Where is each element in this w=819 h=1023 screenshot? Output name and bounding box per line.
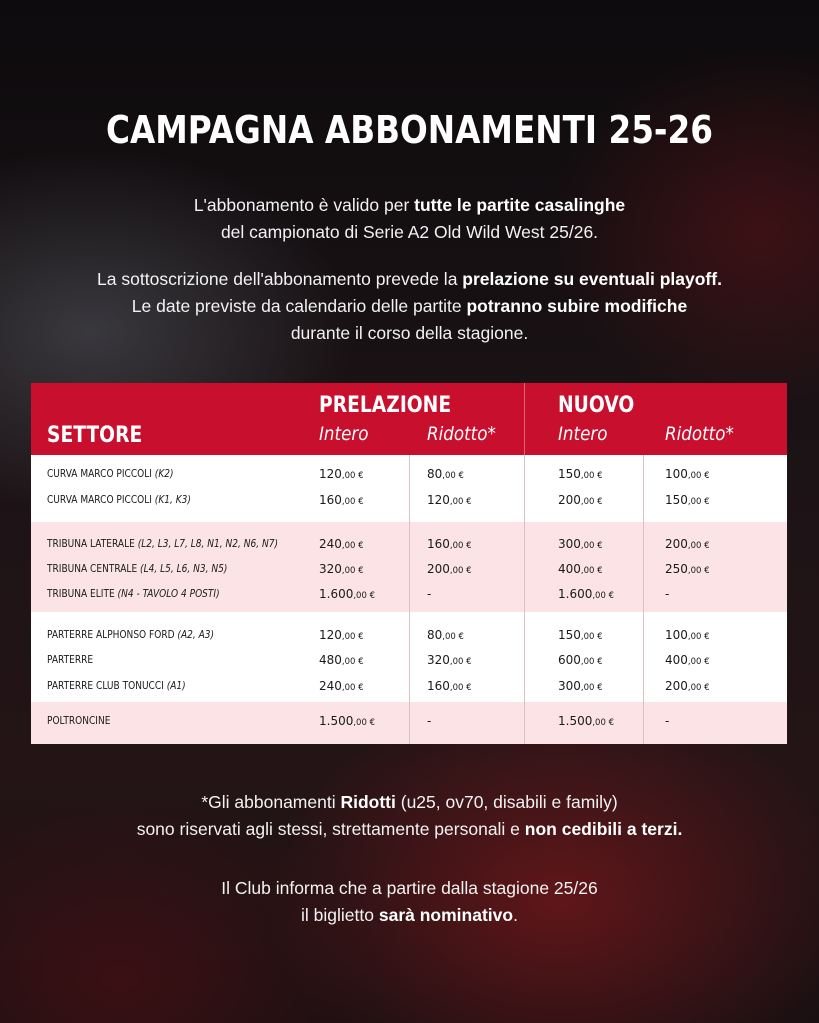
price-cell bbox=[319, 488, 364, 514]
price-cell bbox=[319, 557, 364, 583]
price-currency: ,00 € bbox=[442, 471, 464, 481]
price-amount: 120 bbox=[427, 493, 450, 507]
header-divider bbox=[524, 383, 525, 455]
price-currency: ,00 € bbox=[592, 718, 614, 728]
price-currency: ,00 € bbox=[687, 497, 710, 507]
sector-label: PARTERRE ALPHONSO FORD bbox=[47, 629, 178, 641]
price-currency: ,00 € bbox=[687, 657, 710, 667]
club-notice bbox=[0, 875, 819, 929]
price-currency: ,00 € bbox=[341, 632, 364, 642]
price-amount: 150 bbox=[558, 628, 581, 642]
price-cell bbox=[319, 623, 364, 649]
price-amount: 120 bbox=[319, 628, 342, 642]
intro-line-1a: L'abbonamento è valido per bbox=[193, 195, 415, 215]
price-currency: ,00 € bbox=[341, 683, 364, 693]
price-cell bbox=[427, 648, 472, 674]
sector-name bbox=[47, 488, 191, 512]
footer-line-2b: non cedibili a terzi. bbox=[524, 819, 683, 839]
sector-note: (L4, L5, L6, N3, N5) bbox=[140, 563, 228, 575]
footer-line-1b: Ridotti bbox=[340, 792, 396, 812]
price-amount: 80 bbox=[427, 628, 443, 642]
price-currency: ,00 € bbox=[687, 632, 710, 642]
price-amount: 160 bbox=[319, 493, 342, 507]
price-cell bbox=[427, 674, 472, 700]
price-currency: ,00 € bbox=[580, 541, 603, 551]
table-row bbox=[31, 532, 787, 556]
header-prelazione: PRELAZIONE bbox=[319, 393, 452, 418]
price-cell bbox=[427, 623, 464, 649]
price-cell bbox=[558, 648, 603, 674]
price-amount: 200 bbox=[665, 679, 688, 693]
price-currency: ,00 € bbox=[580, 657, 603, 667]
price-cell bbox=[558, 582, 614, 608]
price-currency: ,00 € bbox=[687, 541, 710, 551]
table-row bbox=[31, 648, 787, 672]
sector-note: (K1, K3) bbox=[154, 494, 191, 506]
price-cell bbox=[427, 532, 472, 558]
sector-name bbox=[47, 709, 110, 733]
table-row bbox=[31, 709, 787, 733]
intro2-line-3: durante il corso della stagione. bbox=[290, 323, 529, 343]
price-amount: 320 bbox=[319, 562, 342, 576]
price-amount: 1.600 bbox=[558, 587, 593, 601]
price-currency: ,00 € bbox=[580, 683, 603, 693]
price-currency: ,00 € bbox=[341, 497, 364, 507]
sector-note: (N4 - TAVOLO 4 POSTI) bbox=[117, 588, 220, 600]
table-row bbox=[31, 488, 787, 512]
price-cell bbox=[665, 709, 669, 733]
sector-label: TRIBUNA CENTRALE bbox=[47, 563, 141, 575]
intro2-line-1a: La sottoscrizione dell'abbonamento prevede la bbox=[97, 269, 463, 289]
price-amount: 150 bbox=[665, 493, 688, 507]
price-currency: ,00 € bbox=[580, 566, 603, 576]
header-settore: SETTORE bbox=[47, 423, 143, 448]
price-amount: 1.500 bbox=[558, 714, 593, 728]
price-cell bbox=[665, 462, 710, 488]
intro-text bbox=[0, 192, 819, 246]
price-amount: 160 bbox=[427, 679, 450, 693]
table-group bbox=[31, 702, 787, 744]
table-row bbox=[31, 557, 787, 581]
sector-note: (L2, L3, L7, L8, N1, N2, N6, N7) bbox=[137, 538, 279, 550]
intro2-text bbox=[0, 266, 819, 347]
price-amount: 200 bbox=[665, 537, 688, 551]
price-cell bbox=[319, 532, 364, 558]
price-amount: - bbox=[665, 587, 670, 601]
price-currency: ,00 € bbox=[449, 566, 472, 576]
header-prelazione-ridotto: Ridotto* bbox=[427, 423, 496, 445]
price-currency: ,00 € bbox=[353, 718, 375, 728]
price-amount: 160 bbox=[427, 537, 450, 551]
price-amount: 100 bbox=[665, 628, 688, 642]
price-amount: 400 bbox=[558, 562, 581, 576]
sector-label: PARTERRE CLUB TONUCCI bbox=[47, 680, 167, 692]
price-amount: 1.500 bbox=[319, 714, 354, 728]
intro2-line-1b: prelazione su eventuali playoff. bbox=[462, 269, 722, 289]
price-currency: ,00 € bbox=[353, 591, 375, 601]
table-header bbox=[31, 383, 787, 455]
sector-name bbox=[47, 648, 93, 672]
price-cell bbox=[319, 709, 375, 735]
sector-name bbox=[47, 582, 220, 606]
header-prelazione-intero: Intero bbox=[319, 423, 369, 445]
price-cell bbox=[665, 532, 710, 558]
intro2-line-2a: Le date previste da calendario delle partite bbox=[131, 296, 467, 316]
price-currency: ,00 € bbox=[449, 497, 472, 507]
header-nuovo-intero: Intero bbox=[558, 423, 608, 445]
footer-line-2a: sono riservati agli stessi, strettamente personali e bbox=[136, 819, 525, 839]
price-table bbox=[31, 383, 787, 744]
price-amount: 240 bbox=[319, 679, 342, 693]
price-cell bbox=[558, 462, 603, 488]
price-cell bbox=[427, 462, 464, 488]
price-currency: ,00 € bbox=[449, 657, 472, 667]
price-amount: 600 bbox=[558, 653, 581, 667]
sector-label: CURVA MARCO PICCOLI bbox=[47, 494, 155, 506]
price-amount: - bbox=[427, 714, 432, 728]
price-amount: 300 bbox=[558, 679, 581, 693]
price-cell bbox=[558, 488, 603, 514]
price-cell bbox=[558, 532, 603, 558]
table-row bbox=[31, 623, 787, 647]
price-amount: 200 bbox=[558, 493, 581, 507]
price-currency: ,00 € bbox=[580, 471, 603, 481]
price-cell bbox=[558, 623, 603, 649]
price-currency: ,00 € bbox=[580, 632, 603, 642]
price-amount: 150 bbox=[558, 467, 581, 481]
sector-name bbox=[47, 623, 214, 647]
intro-line-1b: tutte le partite casalinghe bbox=[414, 195, 626, 215]
header-nuovo-ridotto: Ridotto* bbox=[665, 423, 734, 445]
price-cell bbox=[427, 557, 472, 583]
price-cell bbox=[665, 557, 710, 583]
sector-name bbox=[47, 462, 174, 486]
sector-label: PARTERRE bbox=[47, 654, 94, 666]
price-amount: 320 bbox=[427, 653, 450, 667]
price-cell bbox=[665, 674, 710, 700]
intro-line-2: del campionato di Serie A2 Old Wild West 25/26. bbox=[220, 222, 599, 242]
price-amount: 250 bbox=[665, 562, 688, 576]
price-currency: ,00 € bbox=[687, 566, 710, 576]
price-cell bbox=[665, 488, 710, 514]
price-cell bbox=[665, 623, 710, 649]
notice-line-2b: sarà nominativo bbox=[378, 905, 514, 925]
page-title: CAMPAGNA ABBONAMENTI 25-26 bbox=[106, 108, 713, 152]
price-cell bbox=[427, 709, 431, 733]
price-cell bbox=[558, 709, 614, 735]
footer-line-1a: *Gli abbonamenti bbox=[201, 792, 341, 812]
price-amount: - bbox=[427, 587, 432, 601]
table-group bbox=[31, 455, 787, 522]
price-cell bbox=[558, 557, 603, 583]
price-cell bbox=[665, 582, 669, 606]
sector-name bbox=[47, 557, 227, 581]
price-cell bbox=[319, 648, 364, 674]
price-cell bbox=[558, 674, 603, 700]
sector-name bbox=[47, 532, 278, 556]
price-amount: 480 bbox=[319, 653, 342, 667]
price-currency: ,00 € bbox=[687, 471, 710, 481]
price-amount: - bbox=[665, 714, 670, 728]
sector-note: (A2, A3) bbox=[177, 629, 215, 641]
price-currency: ,00 € bbox=[341, 471, 364, 481]
sector-label: TRIBUNA ELITE bbox=[47, 588, 118, 600]
intro2-line-2b: potranno subire modifiche bbox=[466, 296, 688, 316]
sector-label: CURVA MARCO PICCOLI bbox=[47, 468, 155, 480]
price-cell bbox=[319, 582, 375, 608]
price-amount: 80 bbox=[427, 467, 443, 481]
price-currency: ,00 € bbox=[449, 541, 472, 551]
price-cell bbox=[427, 582, 431, 606]
price-amount: 100 bbox=[665, 467, 688, 481]
price-amount: 300 bbox=[558, 537, 581, 551]
price-amount: 120 bbox=[319, 467, 342, 481]
sector-label: POLTRONCINE bbox=[47, 715, 111, 727]
table-group bbox=[31, 612, 787, 702]
price-currency: ,00 € bbox=[580, 497, 603, 507]
price-cell bbox=[665, 648, 710, 674]
sector-name bbox=[47, 674, 186, 698]
price-amount: 200 bbox=[427, 562, 450, 576]
notice-line-2c: . bbox=[513, 905, 518, 925]
footer-note bbox=[0, 789, 819, 843]
price-currency: ,00 € bbox=[341, 541, 364, 551]
price-amount: 400 bbox=[665, 653, 688, 667]
price-currency: ,00 € bbox=[341, 566, 364, 576]
price-cell bbox=[319, 462, 364, 488]
notice-line-2a: il biglietto bbox=[301, 905, 379, 925]
price-cell bbox=[319, 674, 364, 700]
table-group bbox=[31, 522, 787, 612]
sector-note: (K2) bbox=[154, 468, 174, 480]
price-amount: 1.600 bbox=[319, 587, 354, 601]
price-amount: 240 bbox=[319, 537, 342, 551]
table-row bbox=[31, 674, 787, 698]
price-currency: ,00 € bbox=[341, 657, 364, 667]
sector-note: (A1) bbox=[166, 680, 186, 692]
price-currency: ,00 € bbox=[442, 632, 464, 642]
sector-label: TRIBUNA LATERALE bbox=[47, 538, 138, 550]
notice-line-1: Il Club informa che a partire dalla stagione 25/26 bbox=[221, 878, 598, 898]
footer-line-1c: (u25, ov70, disabili e family) bbox=[395, 792, 618, 812]
table-row bbox=[31, 462, 787, 486]
price-cell bbox=[427, 488, 472, 514]
table-row bbox=[31, 582, 787, 606]
price-currency: ,00 € bbox=[687, 683, 710, 693]
header-nuovo: NUOVO bbox=[558, 393, 635, 418]
price-currency: ,00 € bbox=[592, 591, 614, 601]
price-currency: ,00 € bbox=[449, 683, 472, 693]
